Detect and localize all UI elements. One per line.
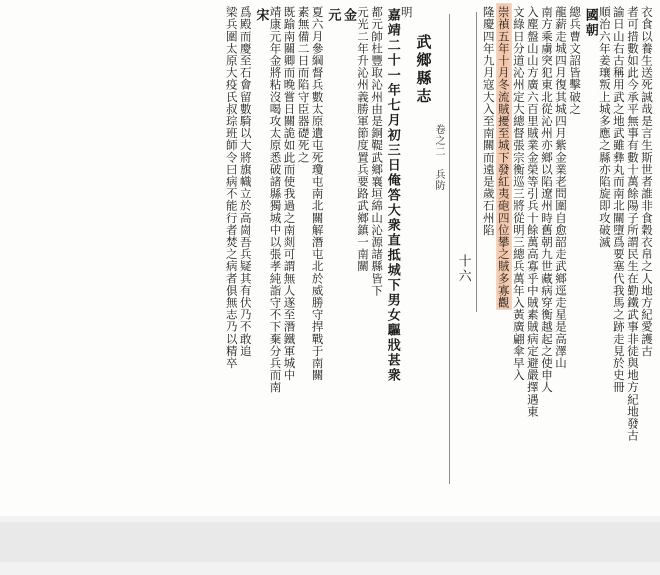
text-column: 諭日山右古稱用武之地武雖彝丸而南北關墮爲要塞代我馬之跡走見於史冊 bbox=[611, 6, 626, 394]
text-column: 靖康元年金將粘沒喝攻太原悉破諸縣獨城中以張孝純詣守不下棄分兵而南 bbox=[268, 6, 283, 394]
text-column: 衣食以養生送死誠哉是言生斯世者誰非食穀衣帛之人地方紀愛護古 bbox=[640, 6, 654, 357]
text-column: 夏六月參綱督兵數太原遺屯死瓊屯南北關解潛屯北於威勝守捍戰于南關 bbox=[310, 6, 325, 382]
text-column: 素無備二日而陷守臣器礎死之 bbox=[296, 6, 311, 164]
footer-strip bbox=[0, 522, 660, 562]
page-number: 十六 bbox=[455, 254, 471, 284]
section-heading-guochao: 國朝 bbox=[582, 8, 598, 38]
page-title: 武鄉縣志 bbox=[414, 34, 433, 106]
text-column: 者可措數如此今承平無事有數十萬餘陽子所謂民生在勤鐵武事非徒與地方紀地發古 bbox=[625, 6, 640, 442]
text-column: 明 bbox=[399, 6, 414, 19]
section-heading-jin: 元 bbox=[325, 8, 341, 23]
text-column: 隆慶四年九月寇大入至南關而遠是歲石州陷 bbox=[481, 6, 496, 236]
text-column: 南方乘虜突犯東北從沁州亦鄉以陷遼州時舊朝九世藏病穿衡越起之使申人 bbox=[539, 6, 554, 394]
text-column: 入塵盤山山方廣六百里賊業金榮等引兵十餘萬高寡乎中賊素賊病定避嚴擇遇東 bbox=[525, 6, 540, 418]
volume-label: 卷之二 兵防 bbox=[433, 124, 445, 191]
text-column: 梁兵圍太原大疫氏叔琮班師令曰病不能行者焚之病者俱無志乃以精卒 bbox=[224, 6, 239, 369]
column-divider bbox=[476, 12, 477, 312]
vertical-text-columns bbox=[225, 4, 654, 512]
column-divider bbox=[449, 14, 450, 484]
page-footer-band bbox=[0, 516, 660, 575]
text-column: 龍薪走城四月復其城四月紫金業老問圍自愈韶走武鄉逕走星是高澤山 bbox=[554, 6, 569, 369]
text-column: 既踰南關卿而晚嘗日關詭如此而使我過之南剡可謂無人遂至潛鐵軍城中 bbox=[282, 6, 297, 382]
text-column: 總兵曹文詔皆擊破之 bbox=[568, 6, 583, 115]
section-heading-ming: 嘉靖二十一年七月初三日俺答大衆直抵城下男女驅戕甚衆 bbox=[384, 8, 400, 383]
text-column: 順治六年姜瓖叛上城多應之縣亦陷旋即攻破滅 bbox=[597, 6, 612, 248]
section-heading-yuan: 金 bbox=[340, 8, 356, 23]
highlighted-text-column: 崇禎五年十月冬流賊擾至城下發紅夷砲四位攀之賊多寡觀 bbox=[496, 6, 511, 309]
section-heading-song: 宋 bbox=[253, 8, 269, 23]
text-column: 元光二年升沁州義勝軍節度置兵要路武鄉鎮一南關 bbox=[356, 6, 371, 273]
text-column: 文綠日分道沁州定大總督張宗衡巡三將從明三總兵萬年入黃廣翩傘早入 bbox=[511, 6, 526, 382]
text-column: 都元帥杜豐取沁州由是銅鞮武鄉襄垣綿山沁源諸縣皆下 bbox=[370, 6, 385, 297]
text-column: 爲殿而慶至石會留數騎以大將旗幟立於高崗吾兵疑其有伏乃不敢追 bbox=[238, 6, 253, 357]
